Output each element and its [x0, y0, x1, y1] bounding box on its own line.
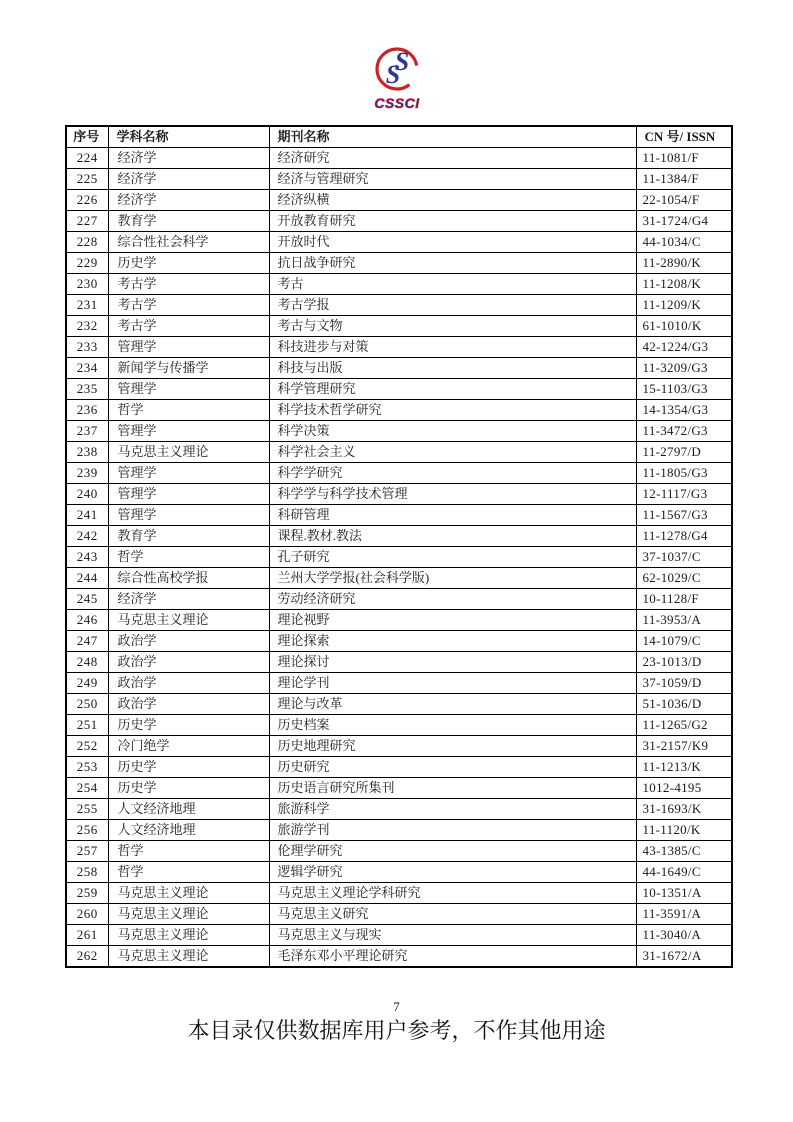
- row-number-cell: 252: [66, 736, 108, 757]
- table-row: [66, 610, 732, 631]
- journal-table-body: [66, 148, 732, 968]
- subject-cell: 考古学: [108, 274, 269, 295]
- row-number-cell: 245: [66, 589, 108, 610]
- row-number-cell: 239: [66, 463, 108, 484]
- cn-issn-cell: 11-3040/A: [636, 925, 732, 946]
- table-row: [66, 652, 732, 673]
- subject-cell: 马克思主义理论: [108, 610, 269, 631]
- table-row: [66, 673, 732, 694]
- cn-issn-cell: 11-1805/G3: [636, 463, 732, 484]
- cn-issn-cell: 23-1013/D: [636, 652, 732, 673]
- journal-cell: 历史档案: [269, 715, 636, 736]
- subject-cell: 马克思主义理论: [108, 442, 269, 463]
- cn-issn-cell: 11-3591/A: [636, 904, 732, 925]
- journal-cell: 科学决策: [269, 421, 636, 442]
- subject-cell: 政治学: [108, 652, 269, 673]
- row-number-cell: 261: [66, 925, 108, 946]
- table-row: [66, 379, 732, 400]
- row-number-cell: 241: [66, 505, 108, 526]
- logo-s-upper: S: [394, 47, 409, 76]
- subject-cell: 政治学: [108, 694, 269, 715]
- subject-cell: 经济学: [108, 148, 269, 169]
- cn-issn-cell: 11-1265/G2: [636, 715, 732, 736]
- table-row: [66, 820, 732, 841]
- row-number-cell: 236: [66, 400, 108, 421]
- journal-cell: 理论视野: [269, 610, 636, 631]
- journal-cell: 马克思主义研究: [269, 904, 636, 925]
- subject-cell: 教育学: [108, 526, 269, 547]
- subject-cell: 管理学: [108, 463, 269, 484]
- journal-cell: 经济研究: [269, 148, 636, 169]
- table-row: [66, 337, 732, 358]
- table-row: [66, 505, 732, 526]
- row-number-cell: 249: [66, 673, 108, 694]
- row-number-cell: 242: [66, 526, 108, 547]
- journal-cell: 抗日战争研究: [269, 253, 636, 274]
- journal-cell: 历史语言研究所集刊: [269, 778, 636, 799]
- row-number-cell: 248: [66, 652, 108, 673]
- cn-issn-cell: 31-1693/K: [636, 799, 732, 820]
- header-subject: 学科名称: [108, 126, 269, 148]
- subject-cell: 马克思主义理论: [108, 904, 269, 925]
- row-number-cell: 229: [66, 253, 108, 274]
- journal-cell: 旅游科学: [269, 799, 636, 820]
- journal-cell: 科学社会主义: [269, 442, 636, 463]
- subject-cell: 经济学: [108, 190, 269, 211]
- subject-cell: 综合性高校学报: [108, 568, 269, 589]
- journal-table: [65, 125, 733, 968]
- logo-caption: CSSCI: [373, 95, 420, 111]
- cn-issn-cell: 44-1649/C: [636, 862, 732, 883]
- subject-cell: 历史学: [108, 757, 269, 778]
- cn-issn-cell: 31-1672/A: [636, 946, 732, 968]
- subject-cell: 管理学: [108, 379, 269, 400]
- row-number-cell: 228: [66, 232, 108, 253]
- row-number-cell: 251: [66, 715, 108, 736]
- row-number-cell: 224: [66, 148, 108, 169]
- row-number-cell: 257: [66, 841, 108, 862]
- cn-issn-cell: 44-1034/C: [636, 232, 732, 253]
- row-number-cell: 231: [66, 295, 108, 316]
- cn-issn-cell: 11-3209/G3: [636, 358, 732, 379]
- subject-cell: 历史学: [108, 778, 269, 799]
- journal-cell: 经济纵横: [269, 190, 636, 211]
- table-row: [66, 253, 732, 274]
- journal-cell: 理论学刊: [269, 673, 636, 694]
- journal-cell: 理论探讨: [269, 652, 636, 673]
- footer-note: 本目录仅供数据库用户参考，不作其他用途: [187, 1018, 606, 1043]
- subject-cell: 马克思主义理论: [108, 925, 269, 946]
- journal-cell: 考古学报: [269, 295, 636, 316]
- journal-cell: 伦理学研究: [269, 841, 636, 862]
- table-row: [66, 316, 732, 337]
- subject-cell: 人文经济地理: [108, 820, 269, 841]
- cn-issn-cell: 22-1054/F: [636, 190, 732, 211]
- cn-issn-cell: 12-1117/G3: [636, 484, 732, 505]
- table-row: [66, 736, 732, 757]
- row-number-cell: 255: [66, 799, 108, 820]
- row-number-cell: 227: [66, 211, 108, 232]
- row-number-cell: 256: [66, 820, 108, 841]
- row-number-cell: 240: [66, 484, 108, 505]
- subject-cell: 管理学: [108, 505, 269, 526]
- cn-issn-cell: 1012-4195: [636, 778, 732, 799]
- journal-cell: 马克思主义与现实: [269, 925, 636, 946]
- cn-issn-cell: 11-2890/K: [636, 253, 732, 274]
- subject-cell: 政治学: [108, 673, 269, 694]
- subject-cell: 历史学: [108, 253, 269, 274]
- subject-cell: 管理学: [108, 484, 269, 505]
- subject-cell: 管理学: [108, 421, 269, 442]
- cn-issn-cell: 37-1059/D: [636, 673, 732, 694]
- journal-cell: 历史地理研究: [269, 736, 636, 757]
- cn-issn-cell: 37-1037/C: [636, 547, 732, 568]
- subject-cell: 经济学: [108, 589, 269, 610]
- row-number-cell: 225: [66, 169, 108, 190]
- journal-cell: 科技进步与对策: [269, 337, 636, 358]
- row-number-cell: 235: [66, 379, 108, 400]
- table-row: [66, 484, 732, 505]
- table-row: [66, 904, 732, 925]
- subject-cell: 考古学: [108, 295, 269, 316]
- journal-cell: 科学管理研究: [269, 379, 636, 400]
- header-cn-issn: CN 号/ ISSN: [636, 126, 732, 148]
- table-row: [66, 925, 732, 946]
- row-number-cell: 262: [66, 946, 108, 968]
- subject-cell: 哲学: [108, 400, 269, 421]
- subject-cell: 哲学: [108, 841, 269, 862]
- table-row: [66, 358, 732, 379]
- table-row: [66, 841, 732, 862]
- cn-issn-cell: 31-1724/G4: [636, 211, 732, 232]
- table-row: [66, 190, 732, 211]
- table-row: [66, 547, 732, 568]
- cn-issn-cell: 11-1208/K: [636, 274, 732, 295]
- journal-cell: 毛泽东邓小平理论研究: [269, 946, 636, 968]
- journal-cell: 考古: [269, 274, 636, 295]
- journal-cell: 逻辑学研究: [269, 862, 636, 883]
- row-number-cell: 237: [66, 421, 108, 442]
- subject-cell: 哲学: [108, 862, 269, 883]
- subject-cell: 管理学: [108, 337, 269, 358]
- cn-issn-cell: 10-1351/A: [636, 883, 732, 904]
- row-number-cell: 232: [66, 316, 108, 337]
- row-number-cell: 253: [66, 757, 108, 778]
- cn-issn-cell: 61-1010/K: [636, 316, 732, 337]
- subject-cell: 考古学: [108, 316, 269, 337]
- row-number-cell: 230: [66, 274, 108, 295]
- journal-cell: 课程.教材.教法: [269, 526, 636, 547]
- table-row: [66, 799, 732, 820]
- row-number-cell: 259: [66, 883, 108, 904]
- table-row: [66, 778, 732, 799]
- subject-cell: 人文经济地理: [108, 799, 269, 820]
- table-row: [66, 883, 732, 904]
- cn-issn-cell: 14-1354/G3: [636, 400, 732, 421]
- table-row: [66, 463, 732, 484]
- journal-cell: 考古与文物: [269, 316, 636, 337]
- cn-issn-cell: 11-1567/G3: [636, 505, 732, 526]
- table-row: [66, 232, 732, 253]
- subject-cell: 马克思主义理论: [108, 883, 269, 904]
- journal-cell: 经济与管理研究: [269, 169, 636, 190]
- row-number-cell: 238: [66, 442, 108, 463]
- logo-s-lower: S: [385, 60, 400, 89]
- row-number-cell: 243: [66, 547, 108, 568]
- row-number-cell: 260: [66, 904, 108, 925]
- cn-issn-cell: 31-2157/K9: [636, 736, 732, 757]
- cssci-logo: [0, 42, 793, 121]
- table-row: [66, 274, 732, 295]
- row-number-cell: 258: [66, 862, 108, 883]
- cn-issn-cell: 15-1103/G3: [636, 379, 732, 400]
- row-number-cell: 233: [66, 337, 108, 358]
- journal-cell: 劳动经济研究: [269, 589, 636, 610]
- row-number-cell: 247: [66, 631, 108, 652]
- page-number: 7: [393, 999, 400, 1014]
- table-row: [66, 295, 732, 316]
- journal-cell: 科学技术哲学研究: [269, 400, 636, 421]
- table-row: [66, 421, 732, 442]
- subject-cell: 历史学: [108, 715, 269, 736]
- journal-cell: 理论探索: [269, 631, 636, 652]
- subject-cell: 新闻学与传播学: [108, 358, 269, 379]
- cn-issn-cell: 11-1081/F: [636, 148, 732, 169]
- journal-cell: 历史研究: [269, 757, 636, 778]
- table-row: [66, 631, 732, 652]
- subject-cell: 政治学: [108, 631, 269, 652]
- row-number-cell: 244: [66, 568, 108, 589]
- journal-cell: 理论与改革: [269, 694, 636, 715]
- table-row: [66, 862, 732, 883]
- cn-issn-cell: 42-1224/G3: [636, 337, 732, 358]
- table-row: [66, 946, 732, 968]
- table-row: [66, 169, 732, 190]
- cn-issn-cell: 11-1120/K: [636, 820, 732, 841]
- row-number-cell: 250: [66, 694, 108, 715]
- table-row: [66, 400, 732, 421]
- journal-cell: 旅游学刊: [269, 820, 636, 841]
- cn-issn-cell: 62-1029/C: [636, 568, 732, 589]
- table-row: [66, 757, 732, 778]
- table-row: [66, 589, 732, 610]
- row-number-cell: 246: [66, 610, 108, 631]
- cn-issn-cell: 11-2797/D: [636, 442, 732, 463]
- row-number-cell: 234: [66, 358, 108, 379]
- journal-cell: 科技与出版: [269, 358, 636, 379]
- cn-issn-cell: 11-1278/G4: [636, 526, 732, 547]
- table-row: [66, 148, 732, 169]
- row-number-cell: 254: [66, 778, 108, 799]
- table-row: [66, 211, 732, 232]
- journal-cell: 科学学研究: [269, 463, 636, 484]
- table-row: [66, 568, 732, 589]
- cn-issn-cell: 11-1213/K: [636, 757, 732, 778]
- header-no: 序号: [66, 126, 108, 148]
- cn-issn-cell: 11-1384/F: [636, 169, 732, 190]
- cn-issn-cell: 11-3953/A: [636, 610, 732, 631]
- table-row: [66, 715, 732, 736]
- table-header-row: [66, 126, 732, 148]
- cn-issn-cell: 11-3472/G3: [636, 421, 732, 442]
- journal-cell: 马克思主义理论学科研究: [269, 883, 636, 904]
- journal-cell: 开放时代: [269, 232, 636, 253]
- cn-issn-cell: 51-1036/D: [636, 694, 732, 715]
- subject-cell: 马克思主义理论: [108, 946, 269, 968]
- journal-cell: 兰州大学学报(社会科学版): [269, 568, 636, 589]
- table-row: [66, 526, 732, 547]
- row-number-cell: 226: [66, 190, 108, 211]
- table-row: [66, 694, 732, 715]
- cssci-logo-icon: [364, 42, 430, 116]
- cn-issn-cell: 11-1209/K: [636, 295, 732, 316]
- subject-cell: 教育学: [108, 211, 269, 232]
- cn-issn-cell: 10-1128/F: [636, 589, 732, 610]
- subject-cell: 经济学: [108, 169, 269, 190]
- subject-cell: 综合性社会科学: [108, 232, 269, 253]
- journal-cell: 科学学与科学技术管理: [269, 484, 636, 505]
- subject-cell: 哲学: [108, 547, 269, 568]
- cn-issn-cell: 14-1079/C: [636, 631, 732, 652]
- journal-cell: 开放教育研究: [269, 211, 636, 232]
- table-row: [66, 442, 732, 463]
- cn-issn-cell: 43-1385/C: [636, 841, 732, 862]
- journal-cell: 科研管理: [269, 505, 636, 526]
- subject-cell: 冷门绝学: [108, 736, 269, 757]
- journal-cell: 孔子研究: [269, 547, 636, 568]
- header-journal: 期刊名称: [269, 126, 636, 148]
